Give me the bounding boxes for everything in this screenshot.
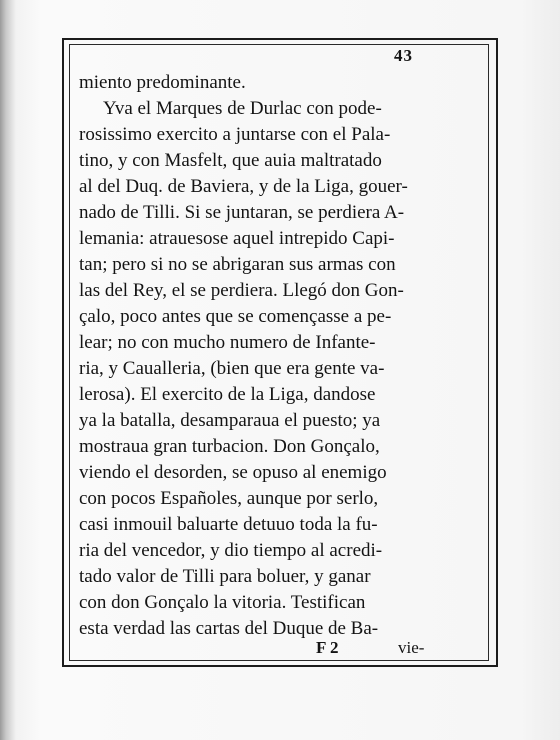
text-line: ria, y Caualleria, (bien que era gente va-	[79, 358, 385, 379]
text-line: mostraua gran turbacion. Don Gonçalo,	[79, 436, 380, 457]
body-text	[79, 70, 439, 642]
text-line: con don Gonçalo la vitoria. Testifican	[79, 592, 366, 613]
text-line: al del Duq. de Baviera, y de la Liga, gouer-	[79, 176, 408, 197]
text-line: nado de Tilli. Si se juntaran, se perdiera A-	[79, 202, 405, 223]
text-line: lerosa). El exercito de la Liga, dandose	[79, 384, 376, 405]
text-line: miento predominante.	[79, 72, 246, 93]
text-line: tino, y con Masfelt, que auia maltratado	[79, 150, 382, 171]
text-line: lemania: atrauesose aquel intrepido Capi-	[79, 228, 395, 249]
text-line: Yva el Marques de Durlac con pode-	[103, 98, 382, 119]
catchword: vie-	[398, 638, 425, 657]
text-line: lear; no con mucho numero de Infante-	[79, 332, 376, 353]
text-line: tan; pero si no se abrigaran sus armas con	[79, 254, 396, 275]
text-line: casi inmouil baluarte detuuo toda la fu-	[79, 514, 378, 535]
text-line: esta verdad las cartas del Duque de Ba-	[79, 618, 379, 639]
page-number: 43	[394, 46, 413, 65]
text-line: çalo, poco antes que se començasse a pe-	[79, 306, 392, 327]
text-line: con pocos Españoles, aunque por serlo,	[79, 488, 379, 509]
text-line: rosissimo exercito a juntarse con el Pala-	[79, 124, 391, 145]
text-line: tado valor de Tilli para boluer, y ganar	[79, 566, 371, 587]
signature-mark: F 2	[316, 638, 339, 657]
text-line: ya la batalla, desamparaua el puesto; ya	[79, 410, 381, 431]
text-line: viendo el desorden, se opuso al enemigo	[79, 462, 387, 483]
text-line: ria del vencedor, y dio tiempo al acredi-	[79, 540, 383, 561]
text-line: las del Rey, el se perdiera. Llegó don Gon-	[79, 280, 404, 301]
